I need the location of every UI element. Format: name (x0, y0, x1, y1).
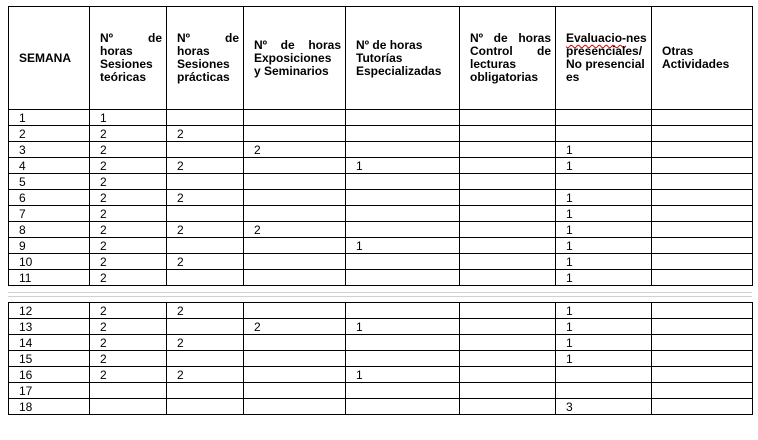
cell-control (460, 158, 556, 174)
cell-otras (652, 238, 753, 254)
cell-evaluaciones (556, 110, 652, 126)
cell-tutorias: 1 (346, 238, 460, 254)
header-evaluaciones-b: nes presenciales/No presenciales (566, 31, 647, 84)
cell-teoricas (90, 399, 167, 415)
cell-tutorias (346, 399, 460, 415)
cell-teoricas: 2 (90, 270, 167, 286)
cell-control (460, 142, 556, 158)
cell-semana: 12 (9, 303, 90, 319)
cell-evaluaciones: 1 (556, 142, 652, 158)
cell-control (460, 367, 556, 383)
cell-exposiciones (244, 383, 346, 399)
table-row (9, 142, 753, 158)
cell-semana: 9 (9, 238, 90, 254)
cell-control (460, 222, 556, 238)
cell-evaluaciones: 1 (556, 303, 652, 319)
cell-teoricas: 2 (90, 367, 167, 383)
cell-teoricas: 2 (90, 158, 167, 174)
cell-exposiciones (244, 335, 346, 351)
cell-practicas (167, 319, 244, 335)
cell-tutorias (346, 174, 460, 190)
header-semana: SEMANA (9, 7, 90, 110)
cell-semana: 10 (9, 254, 90, 270)
cell-teoricas: 2 (90, 303, 167, 319)
cell-exposiciones (244, 110, 346, 126)
cell-tutorias (346, 383, 460, 399)
cell-tutorias (346, 351, 460, 367)
cell-evaluaciones (556, 126, 652, 142)
cell-practicas: 2 (167, 158, 244, 174)
cell-practicas (167, 351, 244, 367)
cell-otras (652, 206, 753, 222)
cell-tutorias (346, 270, 460, 286)
cell-tutorias (346, 303, 460, 319)
cell-teoricas: 2 (90, 254, 167, 270)
cell-teoricas: 2 (90, 174, 167, 190)
cell-control (460, 351, 556, 367)
cell-practicas: 2 (167, 335, 244, 351)
page-break-line (8, 296, 752, 297)
header-practicas: Nº de horas Sesiones prácticas (167, 7, 244, 110)
cell-teoricas: 2 (90, 222, 167, 238)
cell-otras (652, 158, 753, 174)
header-otras: Otras Actividades (652, 7, 753, 110)
cell-semana: 11 (9, 270, 90, 286)
cell-semana: 8 (9, 222, 90, 238)
cell-semana: 18 (9, 399, 90, 415)
cell-evaluaciones: 1 (556, 335, 652, 351)
cell-otras (652, 174, 753, 190)
cell-semana: 13 (9, 319, 90, 335)
cell-tutorias: 1 (346, 319, 460, 335)
cell-exposiciones (244, 174, 346, 190)
header-row (9, 7, 753, 110)
cell-exposiciones: 2 (244, 319, 346, 335)
cell-exposiciones (244, 399, 346, 415)
cell-exposiciones (244, 238, 346, 254)
cell-otras (652, 110, 753, 126)
cell-semana: 1 (9, 110, 90, 126)
cell-otras (652, 303, 753, 319)
table-row (9, 270, 753, 286)
table-row (9, 158, 753, 174)
cell-evaluaciones: 1 (556, 222, 652, 238)
cell-otras (652, 399, 753, 415)
cell-evaluaciones: 1 (556, 238, 652, 254)
cell-otras (652, 351, 753, 367)
cell-semana: 6 (9, 190, 90, 206)
cell-evaluaciones: 1 (556, 190, 652, 206)
cell-exposiciones (244, 254, 346, 270)
table-row (9, 351, 753, 367)
cell-evaluaciones (556, 367, 652, 383)
cell-evaluaciones (556, 174, 652, 190)
cell-exposiciones (244, 190, 346, 206)
header-evaluaciones (556, 7, 652, 110)
cell-semana: 15 (9, 351, 90, 367)
cell-tutorias: 1 (346, 367, 460, 383)
table-row (9, 335, 753, 351)
cell-tutorias (346, 190, 460, 206)
cell-control (460, 319, 556, 335)
table-row (9, 174, 753, 190)
page-break-line (8, 292, 752, 293)
table-row (9, 399, 753, 415)
cell-practicas: 2 (167, 222, 244, 238)
cell-tutorias (346, 222, 460, 238)
cell-teoricas: 2 (90, 206, 167, 222)
cell-practicas: 2 (167, 190, 244, 206)
cell-evaluaciones: 1 (556, 351, 652, 367)
cell-control (460, 335, 556, 351)
cell-practicas (167, 270, 244, 286)
cell-evaluaciones: 3 (556, 399, 652, 415)
cell-exposiciones: 2 (244, 142, 346, 158)
cell-evaluaciones (556, 383, 652, 399)
cell-control (460, 110, 556, 126)
cell-tutorias (346, 335, 460, 351)
cell-teoricas: 2 (90, 190, 167, 206)
cell-semana: 14 (9, 335, 90, 351)
cell-control (460, 254, 556, 270)
table-row (9, 222, 753, 238)
cell-otras (652, 367, 753, 383)
cell-tutorias: 1 (346, 158, 460, 174)
cell-otras (652, 126, 753, 142)
cell-semana: 4 (9, 158, 90, 174)
header-exposiciones: Nº de horas Exposiciones y Seminarios (244, 7, 346, 110)
cell-semana: 2 (9, 126, 90, 142)
table-row (9, 190, 753, 206)
cell-practicas (167, 399, 244, 415)
cell-tutorias (346, 110, 460, 126)
cell-control (460, 174, 556, 190)
schedule-table-bottom (8, 302, 753, 415)
cell-exposiciones (244, 303, 346, 319)
header-tutorias: Nº de horas Tutorías Especializadas (346, 7, 460, 110)
cell-teoricas: 2 (90, 351, 167, 367)
cell-teoricas: 2 (90, 335, 167, 351)
cell-exposiciones (244, 270, 346, 286)
cell-otras (652, 335, 753, 351)
cell-exposiciones: 2 (244, 222, 346, 238)
table-row (9, 383, 753, 399)
table-row (9, 303, 753, 319)
cell-semana: 16 (9, 367, 90, 383)
cell-tutorias (346, 126, 460, 142)
cell-practicas (167, 238, 244, 254)
cell-evaluaciones: 1 (556, 158, 652, 174)
header-teoricas: Nº de horas Sesiones teóricas (90, 7, 167, 110)
cell-practicas (167, 174, 244, 190)
cell-otras (652, 190, 753, 206)
cell-tutorias (346, 206, 460, 222)
cell-practicas: 2 (167, 254, 244, 270)
cell-control (460, 270, 556, 286)
cell-tutorias (346, 254, 460, 270)
cell-exposiciones (244, 367, 346, 383)
table-row (9, 238, 753, 254)
cell-practicas: 2 (167, 126, 244, 142)
cell-teoricas: 2 (90, 238, 167, 254)
cell-teoricas: 2 (90, 126, 167, 142)
cell-control (460, 399, 556, 415)
table-body-bottom (9, 303, 753, 415)
cell-control (460, 238, 556, 254)
cell-otras (652, 319, 753, 335)
cell-exposiciones (244, 126, 346, 142)
cell-otras (652, 254, 753, 270)
cell-control (460, 303, 556, 319)
cell-teoricas (90, 383, 167, 399)
cell-practicas (167, 383, 244, 399)
table-row (9, 206, 753, 222)
header-evaluaciones-a: Evaluacio- (566, 31, 627, 45)
cell-practicas (167, 206, 244, 222)
cell-evaluaciones: 1 (556, 206, 652, 222)
cell-practicas: 2 (167, 367, 244, 383)
cell-exposiciones (244, 158, 346, 174)
cell-practicas (167, 110, 244, 126)
cell-control (460, 190, 556, 206)
cell-control (460, 206, 556, 222)
cell-teoricas: 1 (90, 110, 167, 126)
cell-otras (652, 222, 753, 238)
cell-otras (652, 383, 753, 399)
cell-tutorias (346, 142, 460, 158)
cell-evaluaciones: 1 (556, 319, 652, 335)
cell-teoricas: 2 (90, 142, 167, 158)
cell-evaluaciones: 1 (556, 254, 652, 270)
table-row (9, 319, 753, 335)
cell-exposiciones (244, 351, 346, 367)
cell-semana: 5 (9, 174, 90, 190)
cell-semana: 3 (9, 142, 90, 158)
cell-semana: 17 (9, 383, 90, 399)
table-row (9, 110, 753, 126)
schedule-table-top (8, 6, 753, 286)
cell-practicas (167, 142, 244, 158)
table-body-top (9, 110, 753, 286)
table-row (9, 126, 753, 142)
cell-semana: 7 (9, 206, 90, 222)
cell-otras (652, 142, 753, 158)
table-row (9, 367, 753, 383)
cell-control (460, 126, 556, 142)
cell-teoricas: 2 (90, 319, 167, 335)
header-control: Nº de horas Control de lecturas obligatorias (460, 7, 556, 110)
cell-exposiciones (244, 206, 346, 222)
cell-control (460, 383, 556, 399)
cell-practicas: 2 (167, 303, 244, 319)
cell-evaluaciones: 1 (556, 270, 652, 286)
table-row (9, 254, 753, 270)
cell-otras (652, 270, 753, 286)
